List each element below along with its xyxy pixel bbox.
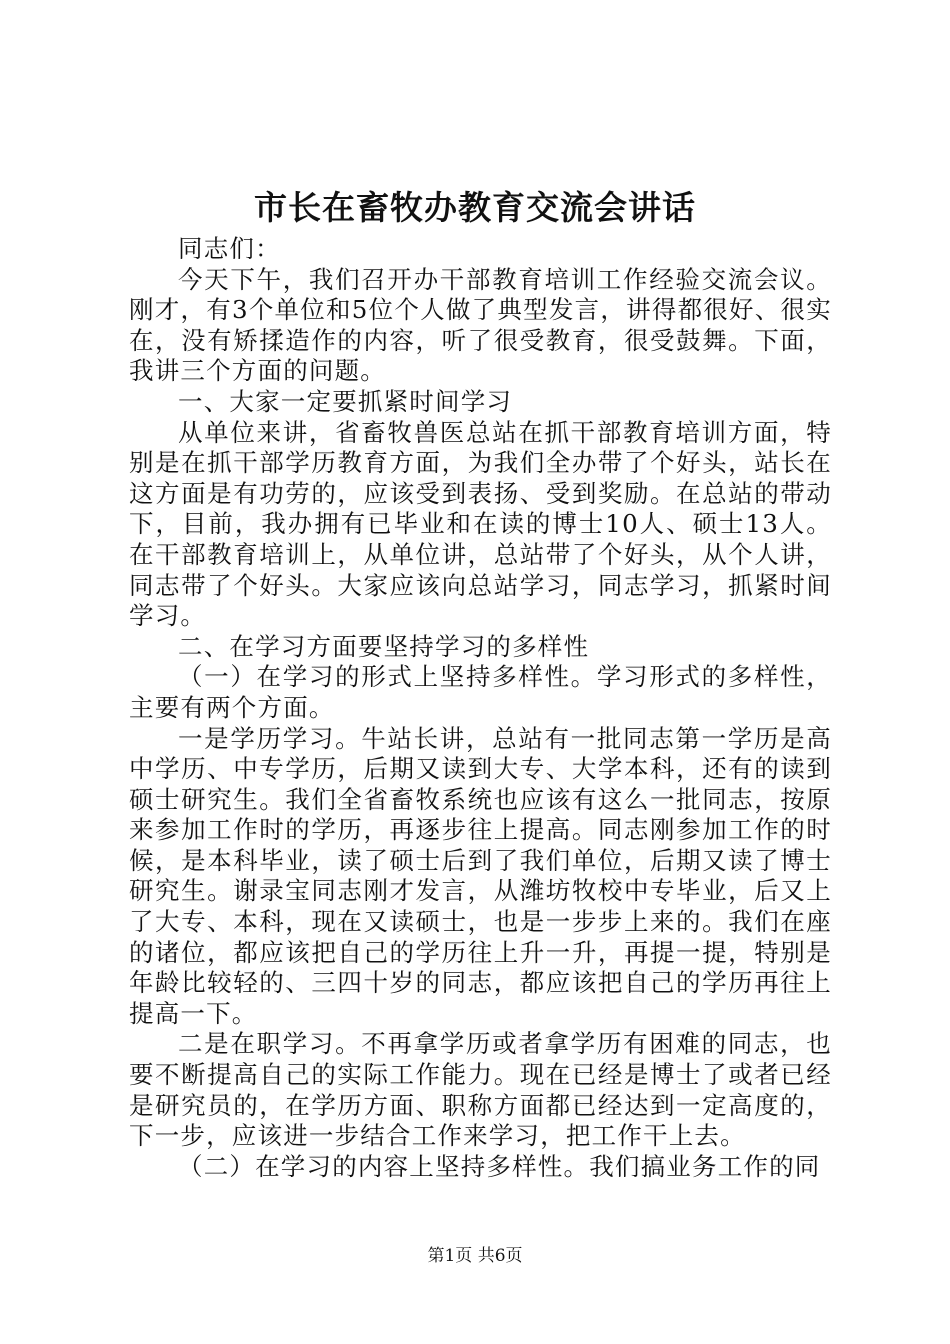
paragraph-degree-study: 一是学历学习。牛站长讲，总站有一批同志第一学历是高中学历、中专学历，后期又读到大专、大学本科，还有的读到硕士研究生。我们全省畜牧系统也应该有这么一批同志，按原来参加工作时的学历，再逐步往上提高。同志刚参加工作的时候，是本科毕业，读了硕士后到了我们单位，后期又读了博士研究生。谢录宝同志刚才发言，从潍坊牧校中专毕业，后又上了大专、本科，现在又读硕士，也是一步步上来的。我们在座的诸位，都应该把自己的学历往上升一升，再提一提，特别是年龄比较轻的、三四十岁的同志，都应该把自己的学历再往上提高一下。 xyxy=(129,723,832,1028)
document-title: 市长在畜牧办教育交流会讲话 xyxy=(254,188,696,227)
section-heading-1: 一、大家一定要抓紧时间学习 xyxy=(178,386,513,416)
subsection-heading-1: （一）在学习的形式上坚持多样性。学习形式的多样性，主要有两个方面。 xyxy=(129,662,832,722)
document-body xyxy=(129,234,832,1182)
subsection-heading-2: （二）在学习的内容上坚持多样性。我们搞业务工作的同 xyxy=(178,1151,821,1181)
paragraph-salutation: 同志们： xyxy=(178,234,281,263)
paragraph-onjob-study: 二是在职学习。不再拿学历或者拿学历有困难的同志，也要不断提高自己的实际工作能力。现在已经是博士了或者已经是研究员的，在学历方面、职称方面都已经达到一定高度的，下一步，应该进一步结合工作来学习，把工作干上去。 xyxy=(129,1029,832,1151)
section-heading-2: 二、在学习方面要坚持学习的多样性 xyxy=(178,631,590,661)
paragraph-intro: 今天下午，我们召开办干部教育培训工作经验交流会议。刚才，有3个单位和5位个人做了典型发言，讲得都很好、很实在，没有矫揉造作的内容，听了很受教育，很受鼓舞。下面，我讲三个方面的问题。 xyxy=(129,264,832,386)
paragraph-section-1: 从单位来讲，省畜牧兽医总站在抓干部教育培训方面，特别是在抓干部学历教育方面，为我们全办带了个好头，站长在这方面是有功劳的，应该受到表扬、受到奖励。在总站的带动下，目前，我办拥有已毕业和在读的博士10人、硕士13人。在干部教育培训上，从单位讲，总站带了个好头，从个人讲，同志带了个好头。大家应该向总站学习，同志学习，抓紧时间学习。 xyxy=(129,417,832,631)
page-footer: 第1页 共6页 xyxy=(427,1246,523,1266)
